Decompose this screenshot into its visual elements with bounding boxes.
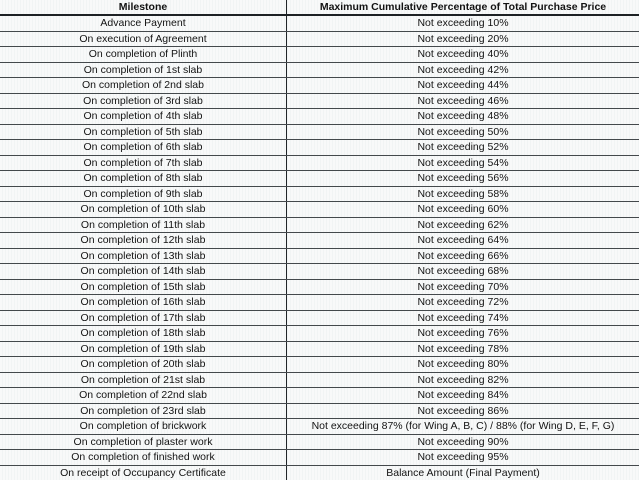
table-row bbox=[0, 373, 639, 388]
value-cell: Not exceeding 87% (for Wing A, B, C) / 88% (for Wing D, E, F, G) bbox=[311, 420, 615, 433]
milestone-cell: On completion of plaster work bbox=[0, 435, 287, 449]
value-cell: Balance Amount (Final Payment) bbox=[386, 466, 540, 479]
milestone-cell: On completion of 9th slab bbox=[0, 187, 287, 201]
milestone-cell: On completion of 11th slab bbox=[0, 218, 287, 232]
milestone-cell: On completion of Plinth bbox=[0, 47, 287, 61]
table-header-row bbox=[0, 0, 639, 16]
table-row bbox=[0, 78, 639, 93]
value-cell: Not exceeding 66% bbox=[417, 249, 509, 262]
milestone-cell: On completion of 6th slab bbox=[0, 140, 287, 154]
milestone-cell: On completion of 2nd slab bbox=[0, 78, 287, 92]
value-cell: Not exceeding 64% bbox=[417, 234, 509, 247]
table-row bbox=[0, 171, 639, 186]
milestone-cell: On completion of 4th slab bbox=[0, 109, 287, 123]
milestone-cell: On receipt of Occupancy Certificate bbox=[0, 466, 287, 480]
table-row bbox=[0, 32, 639, 47]
column-header-milestone: Milestone bbox=[0, 0, 287, 14]
milestone-cell: On completion of 21st slab bbox=[0, 373, 287, 387]
table-row bbox=[0, 249, 639, 264]
milestone-cell: On completion of 20th slab bbox=[0, 357, 287, 371]
value-cell: Not exceeding 48% bbox=[417, 110, 509, 123]
milestone-cell: On completion of 22nd slab bbox=[0, 388, 287, 402]
table-row bbox=[0, 450, 639, 465]
value-cell: Not exceeding 10% bbox=[417, 17, 509, 30]
table-row bbox=[0, 311, 639, 326]
value-cell: Not exceeding 84% bbox=[417, 389, 509, 402]
table-row bbox=[0, 466, 639, 480]
table-row bbox=[0, 388, 639, 403]
table-row bbox=[0, 264, 639, 279]
milestone-cell: On completion of 3rd slab bbox=[0, 94, 287, 108]
milestone-cell: On completion of 5th slab bbox=[0, 125, 287, 139]
milestone-cell: On execution of Agreement bbox=[0, 32, 287, 46]
value-cell: Not exceeding 42% bbox=[417, 63, 509, 76]
table-row bbox=[0, 419, 639, 434]
table-row bbox=[0, 187, 639, 202]
milestone-cell: On completion of finished work bbox=[0, 450, 287, 464]
milestone-cell: On completion of 10th slab bbox=[0, 202, 287, 216]
table-row bbox=[0, 202, 639, 217]
milestone-cell: Advance Payment bbox=[0, 16, 287, 30]
value-cell: Not exceeding 40% bbox=[417, 48, 509, 61]
milestone-cell: On completion of 8th slab bbox=[0, 171, 287, 185]
milestone-cell: On completion of 19th slab bbox=[0, 342, 287, 356]
table-row bbox=[0, 94, 639, 109]
value-cell: Not exceeding 52% bbox=[417, 141, 509, 154]
milestone-cell: On completion of 12th slab bbox=[0, 233, 287, 247]
value-cell: Not exceeding 95% bbox=[417, 451, 509, 464]
value-cell: Not exceeding 82% bbox=[417, 373, 509, 386]
value-cell: Not exceeding 86% bbox=[417, 404, 509, 417]
table-row bbox=[0, 156, 639, 171]
table-row bbox=[0, 109, 639, 124]
milestone-cell: On completion of 15th slab bbox=[0, 280, 287, 294]
table-row bbox=[0, 342, 639, 357]
value-cell: Not exceeding 60% bbox=[417, 203, 509, 216]
value-cell: Not exceeding 44% bbox=[417, 79, 509, 92]
milestone-cell: On completion of brickwork bbox=[0, 419, 287, 433]
value-cell: Not exceeding 46% bbox=[417, 94, 509, 107]
table-row bbox=[0, 63, 639, 78]
value-cell: Not exceeding 50% bbox=[417, 125, 509, 138]
table-row bbox=[0, 295, 639, 310]
table-row bbox=[0, 218, 639, 233]
table-row bbox=[0, 140, 639, 155]
value-cell: Not exceeding 70% bbox=[417, 280, 509, 293]
column-header-max-cumulative-percentage: Maximum Cumulative Percentage of Total Purchase Price bbox=[319, 0, 607, 13]
table-row bbox=[0, 404, 639, 419]
value-cell: Not exceeding 90% bbox=[417, 435, 509, 448]
table-row bbox=[0, 280, 639, 295]
table-row bbox=[0, 233, 639, 248]
table-row bbox=[0, 47, 639, 62]
value-cell: Not exceeding 76% bbox=[417, 327, 509, 340]
value-cell: Not exceeding 68% bbox=[417, 265, 509, 278]
milestone-cell: On completion of 18th slab bbox=[0, 326, 287, 340]
table-row bbox=[0, 16, 639, 31]
value-cell: Not exceeding 72% bbox=[417, 296, 509, 309]
value-cell: Not exceeding 78% bbox=[417, 342, 509, 355]
milestone-cell: On completion of 13th slab bbox=[0, 249, 287, 263]
milestone-cell: On completion of 1st slab bbox=[0, 63, 287, 77]
milestone-cell: On completion of 7th slab bbox=[0, 156, 287, 170]
value-cell: Not exceeding 62% bbox=[417, 218, 509, 231]
milestone-cell: On completion of 14th slab bbox=[0, 264, 287, 278]
value-cell: Not exceeding 56% bbox=[417, 172, 509, 185]
value-cell: Not exceeding 54% bbox=[417, 156, 509, 169]
value-cell: Not exceeding 20% bbox=[417, 32, 509, 45]
milestone-cell: On completion of 16th slab bbox=[0, 295, 287, 309]
milestone-cell: On completion of 17th slab bbox=[0, 311, 287, 325]
value-cell: Not exceeding 74% bbox=[417, 311, 509, 324]
table-row bbox=[0, 435, 639, 450]
value-cell: Not exceeding 80% bbox=[417, 358, 509, 371]
milestone-cell: On completion of 23rd slab bbox=[0, 404, 287, 418]
value-cell: Not exceeding 58% bbox=[417, 187, 509, 200]
table-row bbox=[0, 357, 639, 372]
table-row bbox=[0, 326, 639, 341]
table-row bbox=[0, 125, 639, 140]
